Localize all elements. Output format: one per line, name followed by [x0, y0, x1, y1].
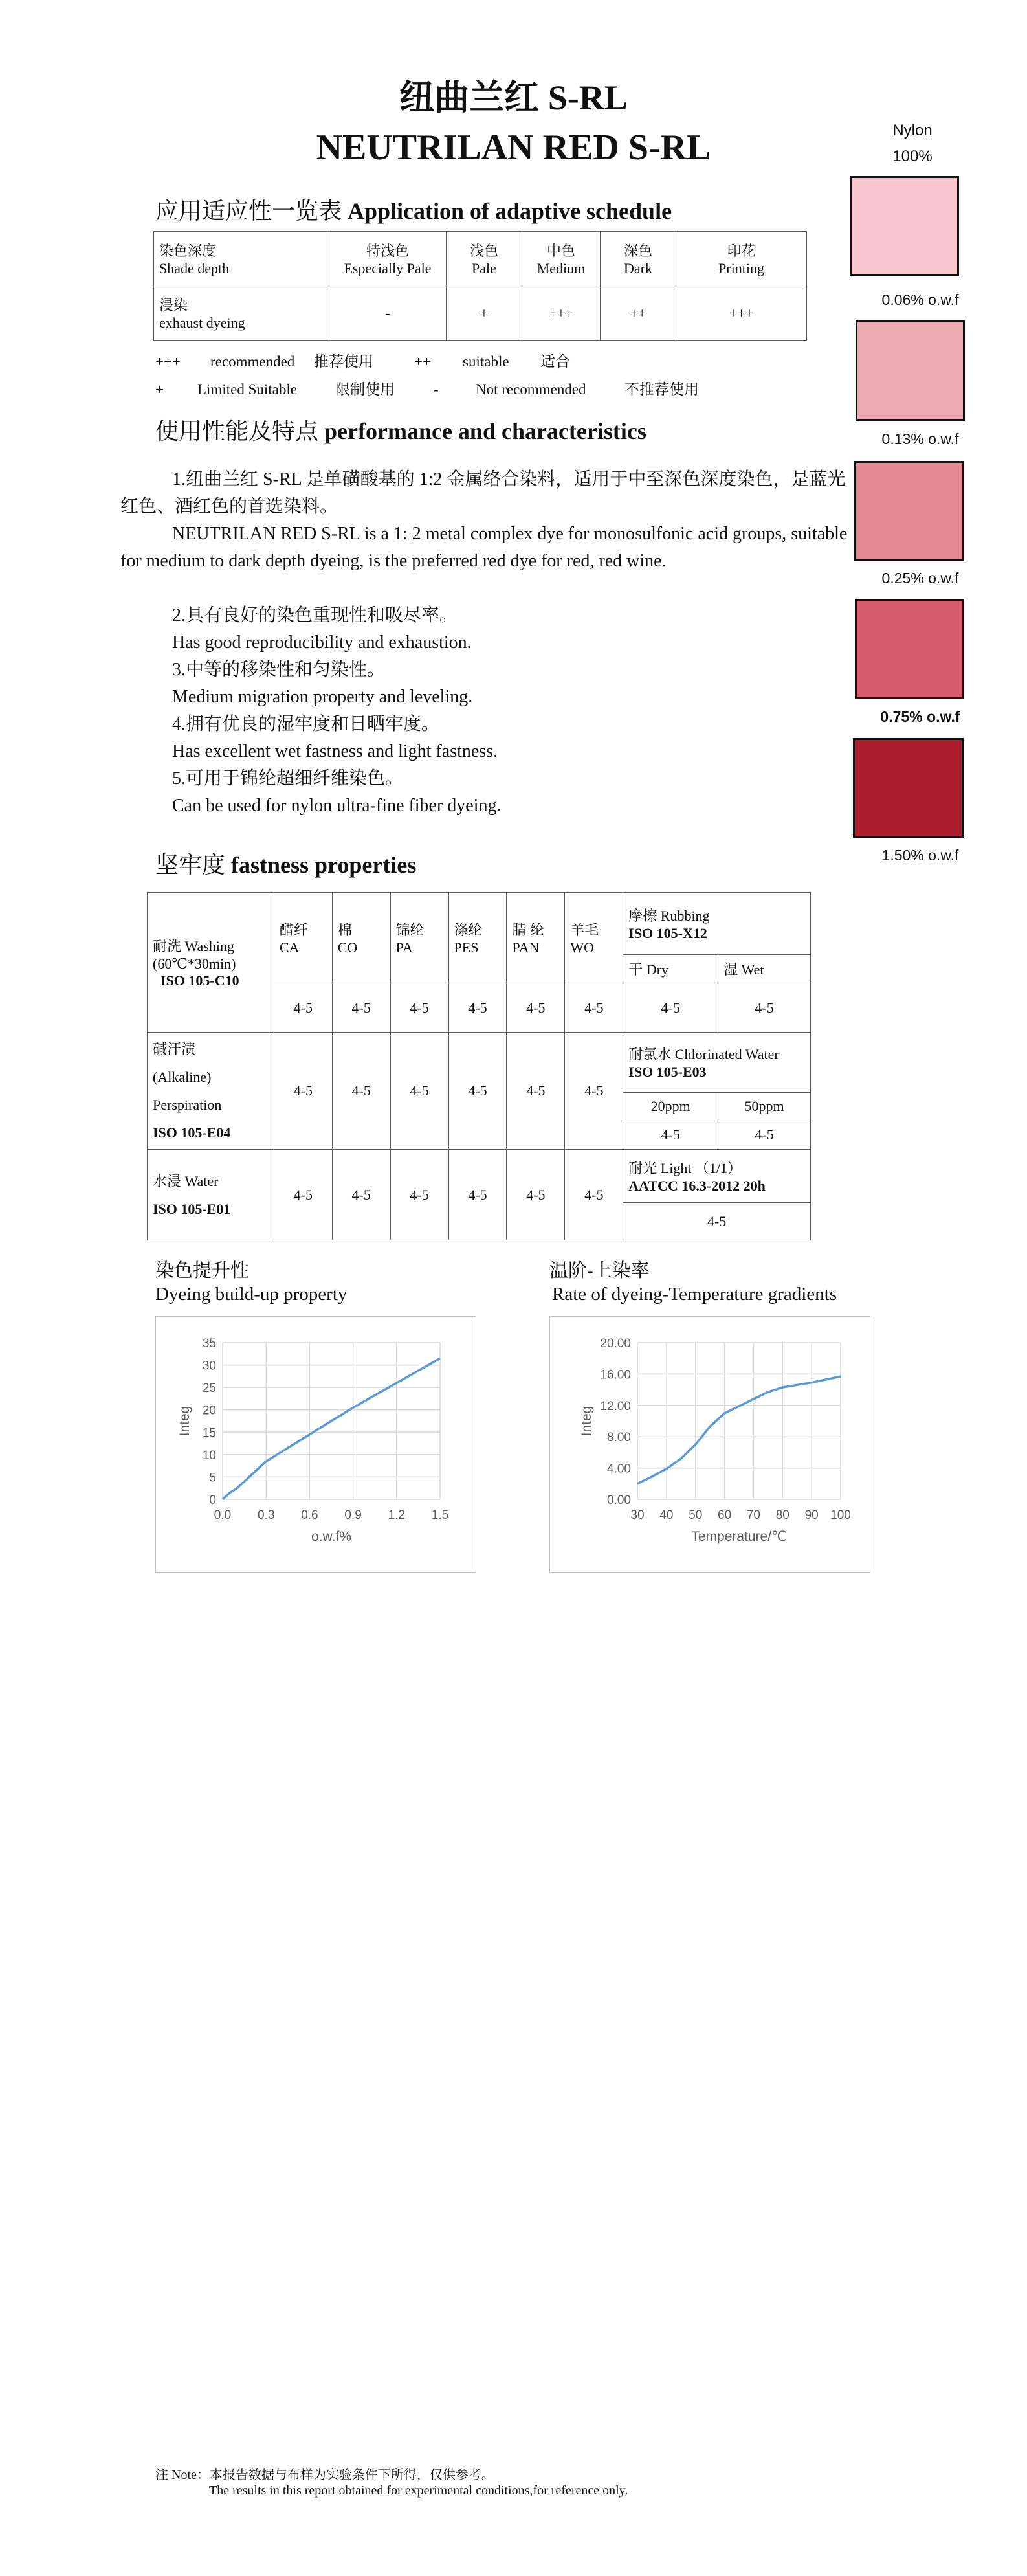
x-tick-label: 1.2: [388, 1508, 406, 1522]
swatch-fiber-percent: 100%: [892, 148, 933, 165]
x-tick-label: 60: [718, 1508, 732, 1522]
cell-medium: +++: [522, 286, 601, 341]
swatch-0-75: [855, 599, 964, 699]
chlorinated-50ppm-value: 4-5: [718, 1121, 811, 1149]
x-tick-label: 100: [830, 1508, 851, 1522]
fastness-heading-cn: 坚牢度: [155, 852, 226, 878]
washing-label: 耐洗 Washing (60℃*30min) ISO 105-C10: [148, 893, 274, 1033]
cell-printing: +++: [676, 286, 807, 341]
performance-item-2-en: Has good reproducibility and exhaustion.: [172, 633, 472, 653]
performance-item-3-en: Medium migration property and leveling.: [172, 687, 473, 707]
y-tick-label: 8.00: [607, 1431, 631, 1445]
x-tick-label: 30: [630, 1508, 645, 1522]
performance-item-4-cn: 4.拥有优良的湿牢度和日晒牢度。: [172, 714, 440, 734]
perspiration-label: 碱汗渍 (Alkaline) Perspiration ISO 105-E04: [148, 1033, 274, 1150]
swatch-1-50: [853, 738, 964, 838]
x-tick-label: 50: [689, 1508, 703, 1522]
x-axis-label: Temperature/℃: [691, 1529, 787, 1544]
buildup-heading-en: Dyeing build-up property: [155, 1284, 348, 1305]
chlorinated-50ppm-label: 50ppm: [718, 1092, 811, 1121]
perspiration-pan: 4-5: [507, 1033, 565, 1150]
performance-item-5-cn: 5.可用于锦纶超细纤维染色。: [172, 768, 404, 789]
x-tick-label: 1.5: [431, 1508, 449, 1522]
cell-dark: ++: [601, 286, 676, 341]
fiber-wo: 羊毛 WO: [565, 893, 623, 983]
light-label: 耐光 Light （1/1） AATCC 16.3-2012 20h: [623, 1150, 811, 1203]
x-axis-label: o.w.f%: [311, 1529, 351, 1544]
buildup-heading-cn: 染色提升性: [155, 1260, 250, 1281]
rubbing-dry-value: 4-5: [623, 983, 718, 1033]
note-en: The results in this report obtained for experimental conditions,for reference only.: [209, 2483, 628, 2498]
buildup-chart: [155, 1316, 476, 1573]
performance-heading: [155, 413, 646, 446]
temperature-heading-en: Rate of dyeing-Temperature gradients: [552, 1284, 837, 1305]
cell-especially-pale: -: [329, 286, 447, 341]
col-printing: 印花 Printing: [676, 232, 807, 286]
washing-co: 4-5: [332, 983, 390, 1033]
swatch-0-25: [854, 461, 964, 561]
chlorinated-label: 耐氯水 Chlorinated Water ISO 105-E03: [623, 1033, 811, 1093]
col-shade-depth: 染色深度 Shade depth: [154, 232, 329, 286]
fiber-ca: 醋纤 CA: [274, 893, 332, 983]
rubbing-wet-value: 4-5: [718, 983, 811, 1033]
performance-p1-en: NEUTRILAN RED S-RL is a 1: 2 metal complex dye for monosulfonic acid groups, suitable for medium to dark depth dyeing, is the preferred red dye for red, red wine.: [120, 524, 848, 571]
perspiration-co: 4-5: [332, 1033, 390, 1150]
swatch-fiber-label: Nylon: [892, 122, 933, 139]
water-label: 水浸 Water ISO 105-E01: [148, 1150, 274, 1240]
x-tick-label: 80: [775, 1508, 790, 1522]
swatch-label-0-06: 0.06% o.w.f: [881, 291, 959, 308]
fastness-heading: [155, 847, 416, 880]
y-tick-label: 25: [202, 1382, 216, 1396]
temperature-chart-svg: [550, 1317, 870, 1572]
row-exhaust-dyeing: 浸染 exhaust dyeing: [154, 286, 329, 341]
water-wo: 4-5: [565, 1150, 623, 1240]
performance-p1-cn: 1.纽曲兰红 S-RL 是单磺酸基的 1:2 金属络合染料，适用于中至深色深度染色，是蓝光红色、酒红色的首选染料。: [120, 469, 846, 517]
washing-wo: 4-5: [565, 983, 623, 1033]
note-cn: 注 Note：本报告数据与布样为实验条件下所得，仅供参考。: [155, 2468, 494, 2482]
swatch-label-0-75: 0.75% o.w.f: [880, 708, 960, 725]
temperature-chart: [549, 1316, 870, 1573]
washing-pes: 4-5: [448, 983, 507, 1033]
swatch-0-13: [856, 320, 965, 421]
x-tick-label: 90: [804, 1508, 819, 1522]
washing-pa: 4-5: [390, 983, 448, 1033]
y-tick-label: 10: [202, 1448, 216, 1462]
performance-heading-en: performance and characteristics: [324, 418, 646, 444]
performance-heading-cn: 使用性能及特点: [155, 418, 319, 444]
col-especially-pale: 特浅色 Especially Pale: [329, 232, 447, 286]
performance-item-5-en: Can be used for nylon ultra-fine fiber dyeing.: [172, 796, 502, 816]
swatch-0-06: [850, 176, 959, 276]
x-tick-label: 70: [746, 1508, 760, 1522]
performance-item-2-cn: 2.具有良好的染色重现性和吸尽率。: [172, 605, 458, 625]
y-tick-label: 35: [202, 1337, 216, 1350]
cell-pale: +: [447, 286, 522, 341]
water-ca: 4-5: [274, 1150, 332, 1240]
rubbing-label: 摩擦 Rubbing ISO 105-X12: [623, 893, 811, 955]
water-pes: 4-5: [448, 1150, 507, 1240]
perspiration-ca: 4-5: [274, 1033, 332, 1150]
rubbing-wet-label: 湿 Wet: [718, 955, 811, 983]
x-tick-label: 0.6: [301, 1508, 318, 1522]
y-tick-label: 4.00: [607, 1462, 631, 1476]
buildup-chart-svg: [156, 1317, 476, 1572]
performance-item-4-en: Has excellent wet fastness and light fastness.: [172, 741, 498, 761]
y-tick-label: 12.00: [600, 1399, 631, 1413]
fastness-heading-en: fastness properties: [231, 852, 417, 878]
chlorinated-20ppm-value: 4-5: [623, 1121, 718, 1149]
y-axis-label: Integ: [177, 1406, 192, 1437]
rubbing-dry-label: 干 Dry: [623, 955, 718, 983]
y-tick-label: 20: [202, 1404, 216, 1418]
fiber-co: 棉 CO: [332, 893, 390, 983]
y-tick-label: 0: [209, 1494, 216, 1507]
fiber-pa: 锦纶 PA: [390, 893, 448, 983]
series-line: [223, 1358, 440, 1499]
temperature-heading-cn: 温阶-上染率: [549, 1260, 650, 1281]
application-heading-en: Application of adaptive schedule: [348, 198, 672, 224]
legend-line-1: +++ recommended 推荐使用 ++ suitable 适合: [155, 353, 570, 370]
y-axis-label: Integ: [579, 1406, 594, 1437]
legend-line-2: + Limited Suitable 限制使用 - Not recommended 不推荐使用: [155, 381, 699, 398]
light-value: 4-5: [623, 1203, 811, 1240]
x-tick-label: 0.9: [344, 1508, 362, 1522]
perspiration-wo: 4-5: [565, 1033, 623, 1150]
swatch-label-1-50: 1.50% o.w.f: [881, 847, 959, 864]
y-tick-label: 5: [209, 1471, 216, 1485]
washing-ca: 4-5: [274, 983, 332, 1033]
water-pa: 4-5: [390, 1150, 448, 1240]
swatch-label-0-25: 0.25% o.w.f: [881, 570, 959, 587]
application-heading: [155, 193, 672, 226]
swatch-label-0-13: 0.13% o.w.f: [881, 431, 959, 447]
x-tick-label: 0.0: [214, 1508, 232, 1522]
y-tick-label: 20.00: [600, 1337, 631, 1350]
water-co: 4-5: [332, 1150, 390, 1240]
washing-pan: 4-5: [507, 983, 565, 1033]
fiber-pes: 涤纶 PES: [448, 893, 507, 983]
y-tick-label: 16.00: [600, 1368, 631, 1382]
application-heading-cn: 应用适应性一览表: [155, 198, 342, 224]
perspiration-pes: 4-5: [448, 1033, 507, 1150]
col-pale: 浅色 Pale: [447, 232, 522, 286]
chlorinated-20ppm-label: 20ppm: [623, 1092, 718, 1121]
application-table: [153, 231, 807, 341]
fastness-table: [147, 892, 811, 1240]
fiber-pan: 腈 纶 PAN: [507, 893, 565, 983]
perspiration-pa: 4-5: [390, 1033, 448, 1150]
y-tick-label: 0.00: [607, 1494, 631, 1507]
title-english: NEUTRILAN RED S-RL: [316, 128, 711, 168]
title-chinese: 纽曲兰红 S-RL: [399, 78, 628, 117]
x-tick-label: 40: [659, 1508, 674, 1522]
col-medium: 中色 Medium: [522, 232, 601, 286]
y-tick-label: 15: [202, 1426, 216, 1440]
performance-item-3-cn: 3.中等的移染性和匀染性。: [172, 660, 386, 680]
water-pan: 4-5: [507, 1150, 565, 1240]
col-dark: 深色 Dark: [601, 232, 676, 286]
y-tick-label: 30: [202, 1359, 216, 1373]
x-tick-label: 0.3: [257, 1508, 275, 1522]
